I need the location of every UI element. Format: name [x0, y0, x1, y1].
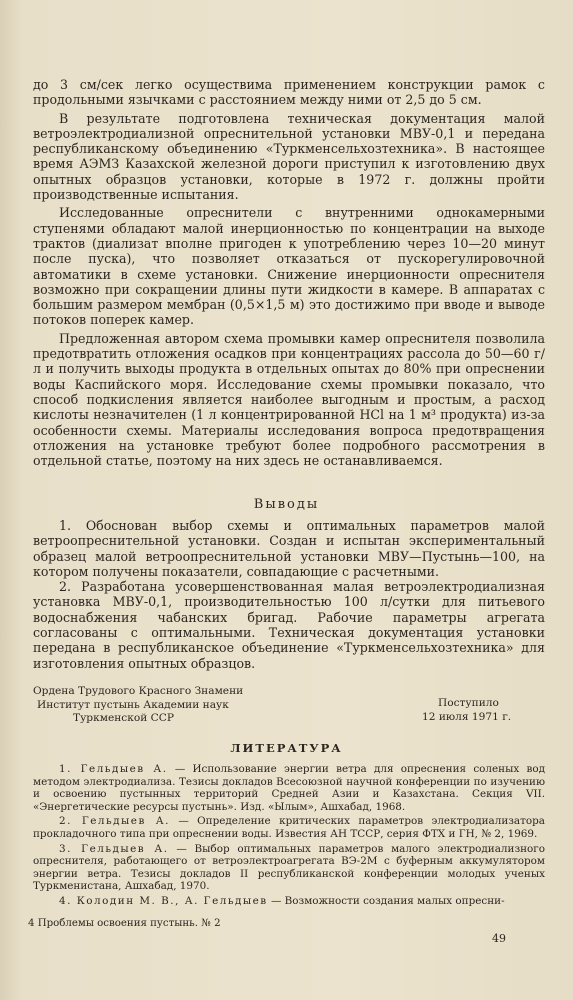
- conclusion-item-2: 2. Разработана усовершенствованная малая ветроэлектродиализная установка МВУ-0,1, производительностью 100 л/сутки для питьевого водоснабжения чабанских бригад. Рабочие параметры агрегата согласованы с оптимальными. Техническая документация установки передана в республиканское объединение «Туркменсельхозтехника» для изготовления опытных образцов.: [33, 579, 545, 671]
- received-label: Поступило: [438, 697, 499, 709]
- body-text: [33, 77, 545, 468]
- page-number: 49: [492, 932, 506, 945]
- reference-author: 2. Гельдыев А.: [59, 815, 170, 828]
- references-title: ЛИТЕРАТУРА: [230, 741, 343, 755]
- reference-text: — Выбор оптимальных параметров малого электродиализного опреснителя, работающего от ветроэлектроагрегата ВЭ-2М с буферным аккумулятором энергии ветра. Тезисы докладов II республиканской конференции молодых ученых Туркменистана, Ашхабад, 1970.: [33, 842, 545, 893]
- received-date: 12 июля 1971 г.: [422, 710, 512, 723]
- reference-author: 1. Гельдыев А.: [59, 763, 168, 775]
- reference-author: 3. Гельдыев А.: [59, 842, 169, 855]
- body-paragraph-3: Исследованные опреснители с внутренними однокамерными ступенями обладают малой инерционностью по концентрации на выходе трактов (диализат вполне пригоден к употреблению через 10—20 минут после пуска), что позволяет отказаться от пускорегулировочной автоматики в схеме установки. Снижение инерционности опреснителя возможно при сокращении длины пути жидкости в камере. В аппаратах с большим размером мембран (0,5×1,5 м) это достижимо при вводе и выводе потоков поперек камер.: [33, 205, 545, 328]
- section-title-conclusions: Выводы: [253, 497, 320, 512]
- conclusions-list: [33, 518, 545, 671]
- reference-item: [33, 763, 545, 813]
- footer-journal-line: 4 Проблемы освоения пустынь. № 2: [28, 918, 221, 929]
- received-note: [422, 697, 542, 724]
- reference-item: [33, 843, 545, 893]
- affiliation-line-3: Туркменской ССР: [73, 712, 174, 724]
- reference-author: 4. Колодин М. В., А. Гельдыев: [59, 894, 268, 907]
- body-paragraph-4: Предложенная автором схема промывки камер опреснителя позволила предотвратить отложения осадков при концентрациях рассола до 50—60 г/л и получить выходы продукта в отдельных опытах до 80% при опреснении воды Каспийского моря. Исследование схемы промывки показало, что способ подкисления является наиболее выгодным и простым, а расход кислоты незначителен (1 л концентрированной HCl на 1 м³ продукта) из-за особенности схемы. Материалы исследования вопроса предотвращения отложения на установке требуют более подробного рассмотрения в отдельной статье, поэтому на них здесь не останавливаемся.: [33, 330, 545, 469]
- affiliation-line-2: Институт пустынь Академии наук: [37, 698, 229, 711]
- reference-text: — Возможности создания малых опресни-: [267, 894, 505, 907]
- conclusion-item-1: 1. Обоснован выбор схемы и оптимальных параметров малой ветроопреснительной установки. Создан и испытан экспериментальный образец малой ветроопреснительной установки МВУ—Пустынь—100, на котором получены показатели, совпадающие с расчетными.: [33, 518, 545, 579]
- references-list: [33, 763, 545, 908]
- reference-text: — Использование энергии ветра для опреснения соленых вод методом электродиализа. Тезисы докладов Всесоюзной научной конференции по изучению и освоению пустынных территорий Средней Азии и Казахстана. Секция VII. «Энергетические ресурсы пустынь». Изд. «Ылым», Ашхабад, 1968.: [33, 763, 545, 813]
- affiliation: [33, 685, 333, 726]
- reference-item: [33, 815, 545, 840]
- reference-text: — Определение критических параметров электродиализатора прокладочного типа при опреснении воды. Известия АН ТССР, серия ФТХ и ГН, № 2, 1969.: [33, 815, 545, 840]
- body-paragraph-2: В результате подготовлена техническая документация малой ветроэлектродиализной опреснительной установки МВУ-0,1 и передана республиканскому объединению «Туркменсельхозтехника». В настоящее время АЭМЗ Казахской железной дороги приступил к изготовлению двух опытных образцов установки, которые в 1972 г. должны пройти производственные испытания.: [33, 110, 545, 203]
- reference-item: [33, 895, 545, 908]
- affiliation-line-1: Ордена Трудового Красного Знамени: [33, 685, 244, 697]
- body-paragraph-1: до 3 см/сек легко осуществима применением конструкции рамок с продольными язычками с расстоянием между ними от 2,5 до 5 см.: [33, 77, 545, 108]
